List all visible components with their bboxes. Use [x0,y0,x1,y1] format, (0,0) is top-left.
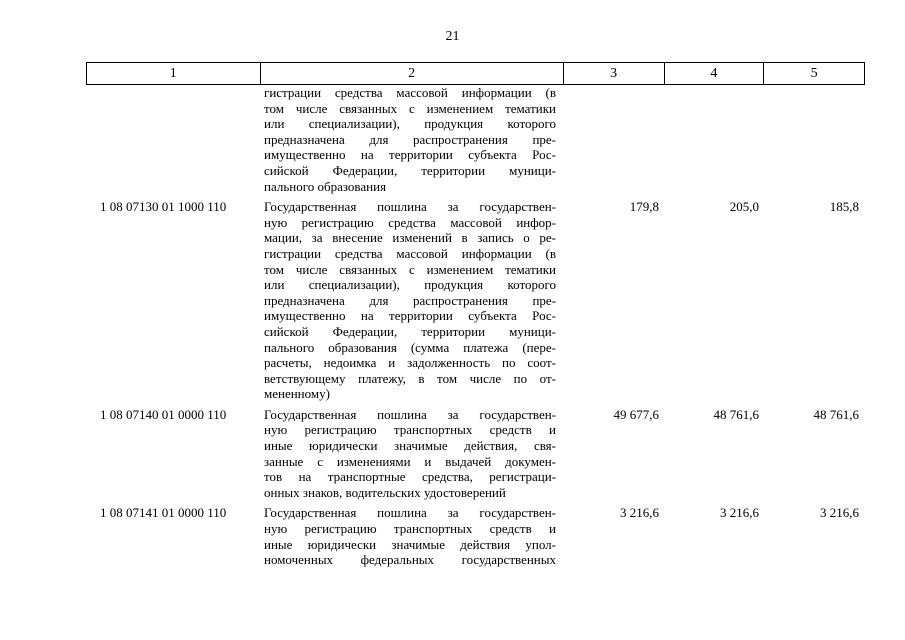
row-code: 1 08 07141 01 0000 110 [100,505,227,521]
description-line: ветствующему платежу, в том числе по от- [264,370,556,386]
row-value-col3: 49 677,6 [613,406,659,422]
row-description [260,505,564,567]
row-value-col4: 3 216,6 [720,505,759,521]
column-header-4: 4 [665,63,765,84]
row-code: 1 08 07130 01 1000 110 [100,199,227,215]
row-code [86,85,260,194]
table-body [86,85,865,568]
row-value-col3 [564,85,665,194]
description-line: гистрации средства массовой информации (в [264,85,556,100]
row-value-col4 [665,85,765,194]
description-line: мененному) [264,386,330,402]
column-header-2: 2 [261,63,564,84]
description-line: имущественно на территории субъекта Рос- [264,308,556,324]
description-line: предназначена для распространения пре- [264,131,556,147]
description-line: ную регистрацию средства массовой инфор- [264,214,556,230]
description-line: иные юридически значимые действия упол- [264,536,556,552]
description-line: гистрации средства массовой информации (в [264,245,556,261]
row-value-col5 [765,85,865,194]
description-line: ную регистрацию транспортных средств и [264,521,556,537]
column-header-5: 5 [810,66,818,81]
description-line: тов на транспортные средства, регистраци- [264,469,556,485]
description-line: онных знаков, водительских удостоверений [264,484,506,500]
description-line: расчеты, недоимка и задолженность по соот- [264,355,556,371]
row-code: 1 08 07140 01 0000 110 [100,406,227,422]
row-value-col4: 48 761,6 [713,406,759,422]
description-line: или специализации), продукция которого [264,116,556,132]
row-description [260,85,564,194]
table-row [86,199,865,402]
table-row [86,85,865,194]
row-value-col4: 205,0 [729,199,759,215]
row-value-col3: 179,8 [629,199,659,215]
description-line: том числе связанных с изменением тематики [264,100,556,116]
description-line: или специализации), продукция которого [264,277,556,293]
description-line: том числе связанных с изменением тематики [264,261,556,277]
table-row [86,407,865,501]
description-line: сийской Федерации, территории муници- [264,323,556,339]
row-value-col5: 185,8 [829,199,859,215]
description-line: Государственная пошлина за государствен- [264,505,556,521]
description-line: предназначена для распространения пре- [264,292,556,308]
description-line: номоченных федеральных государственных [264,552,556,568]
description-line: Государственная пошлина за государствен- [264,199,556,215]
description-line: имущественно на территории субъекта Рос- [264,147,556,163]
description-line: пального образования (сумма платежа (пере- [264,339,556,355]
row-value-col5: 3 216,6 [820,505,859,521]
description-line: пального образования [264,178,387,194]
description-line: сийской Федерации, территории муници- [264,162,556,178]
column-header-1: 1 [87,63,261,84]
description-line: мации, за внесение изменений в запись о ре- [264,230,556,246]
description-line: ную регистрацию транспортных средств и [264,422,556,438]
row-value-col5: 48 761,6 [813,406,859,422]
description-line: занные с изменениями и выдачей докумен- [264,453,556,469]
row-value-col3: 3 216,6 [620,505,659,521]
column-header-3: 3 [564,63,665,84]
row-description [260,407,564,501]
description-line: Государственная пошлина за государствен- [264,406,556,422]
description-line: иные юридически значимые действия, свя- [264,438,556,454]
table-header [86,62,865,85]
page-number: 21 [445,29,460,44]
row-description [260,199,564,402]
table-row [86,505,865,567]
